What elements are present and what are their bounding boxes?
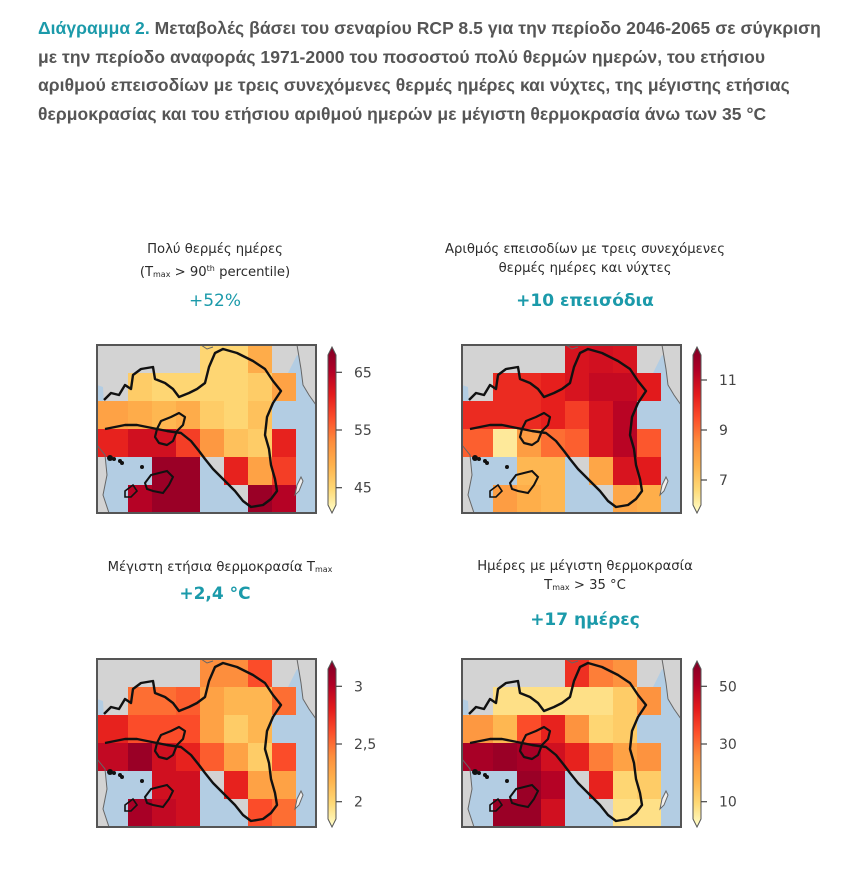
islet: [140, 465, 144, 469]
heatmap-cell: [493, 429, 517, 457]
heatmap-cell: [176, 799, 200, 827]
islet: [505, 779, 509, 783]
panel-4-title-line2: [440, 576, 730, 597]
panel-3-title: [85, 558, 355, 579]
heatmap-cell: [248, 799, 272, 827]
panel-2-title-line1: Αριθμός επεισοδίων με τρεις συνεχόμενες: [445, 242, 725, 257]
heatmap-cell: [224, 743, 248, 771]
colorbar-tick-label: 2: [354, 794, 363, 811]
heatmap-cell: [200, 715, 224, 743]
heatmap-cell: [589, 715, 613, 743]
heatmap-cell: [541, 715, 565, 743]
heatmap-cell: [224, 373, 248, 401]
map-hot-episodes: [462, 345, 752, 515]
heatmap-cell: [128, 743, 152, 771]
map-area: [462, 659, 681, 827]
colorbar-tick-label: 10: [719, 794, 737, 811]
heatmap-cell: [152, 485, 176, 513]
panel-4-delta: +17 ημέρες: [530, 610, 640, 630]
panel-4-title: [440, 557, 730, 597]
colorbar-tick-label: 30: [719, 737, 737, 753]
colorbar: [693, 347, 737, 513]
islet: [107, 769, 113, 775]
heatmap-cell: [128, 429, 152, 457]
heatmap-cell: [176, 401, 200, 429]
heatmap-cell: [200, 687, 224, 715]
panel-2-delta: +10 επεισόδια: [516, 291, 654, 311]
panel-1-title: [95, 240, 335, 284]
colorbar-bar: [328, 347, 336, 513]
colorbar-tick-label: 11: [719, 373, 737, 389]
title-text: T: [544, 578, 553, 593]
colorbar-bar: [693, 661, 701, 827]
heatmap-cell: [637, 429, 661, 457]
panel-3-title-line1: [85, 558, 355, 579]
heatmap-cell: [589, 743, 613, 771]
heatmap-cell: [637, 687, 661, 715]
title-text: > 35 °C: [569, 578, 626, 593]
colorbar-tick-label: 7: [719, 473, 728, 489]
heatmap-cell: [565, 401, 589, 429]
title-superscript: th: [206, 264, 215, 273]
heatmap-cell: [224, 715, 248, 743]
heatmap-cell: [200, 373, 224, 401]
title-subscript: max: [552, 583, 570, 592]
heatmap-cell: [613, 799, 637, 827]
map-area: [462, 345, 681, 513]
islet: [485, 461, 489, 465]
heatmap-cell: [517, 401, 541, 429]
panel-1-title-line1: Πολύ θερμές ημέρες: [147, 242, 283, 257]
heatmap-cell: [565, 715, 589, 743]
heatmap-cell: [541, 401, 565, 429]
heatmap-cell: [97, 743, 128, 771]
heatmap-cell: [272, 743, 296, 771]
islet: [472, 455, 478, 461]
heatmap-cell: [176, 715, 200, 743]
panel-4-title-line1: Ημέρες με μέγιστη θερμοκρασία: [477, 559, 693, 574]
heatmap-cell: [97, 429, 128, 457]
heatmap-cell: [589, 457, 613, 485]
colorbar-bar: [328, 661, 336, 827]
heatmap-cell: [200, 743, 224, 771]
heatmap-cell: [248, 687, 272, 715]
islet: [472, 769, 478, 775]
heatmap-cell: [589, 429, 613, 457]
heatmap-cell: [637, 373, 661, 401]
colorbar: [328, 661, 376, 827]
map-area: [97, 659, 316, 827]
panel-1-delta: +52%: [188, 291, 242, 311]
heatmap-cell: [272, 373, 296, 401]
title-text: > 90: [170, 265, 207, 280]
heatmap-cell: [565, 373, 589, 401]
heatmap-cell: [176, 485, 200, 513]
heatmap-cell: [224, 401, 248, 429]
colorbar: [328, 347, 372, 513]
colorbar-bar: [693, 347, 701, 513]
heatmap-cell: [248, 457, 272, 485]
islet: [120, 461, 124, 465]
heatmap-cell: [589, 401, 613, 429]
heatmap-cell: [517, 485, 541, 513]
heatmap-cell: [613, 373, 637, 401]
heatmap-cell: [224, 429, 248, 457]
colorbar-tick-label: 3: [354, 679, 363, 696]
heatmap-cell: [613, 771, 637, 799]
heatmap-cell: [493, 743, 517, 771]
heatmap-cell: [176, 771, 200, 799]
map-days-above-35: [462, 659, 752, 829]
heatmap-cell: [565, 429, 589, 457]
heatmap-cell: [462, 429, 493, 457]
islet: [140, 779, 144, 783]
heatmap-cell: [613, 457, 637, 485]
heatmap-cell: [637, 743, 661, 771]
heatmap-cell: [517, 715, 541, 743]
figure-caption: [38, 14, 828, 128]
islet: [477, 771, 481, 775]
heatmap-cell: [248, 485, 272, 513]
heatmap-cell: [152, 401, 176, 429]
heatmap-cell: [272, 687, 296, 715]
heatmap-cell: [224, 457, 248, 485]
heatmap-cell: [565, 743, 589, 771]
panel-3-delta: +2,4 °C: [179, 584, 251, 604]
heatmap-cell: [589, 373, 613, 401]
heatmap-cell: [462, 743, 493, 771]
heatmap-cell: [176, 457, 200, 485]
map-max-annual-temperature: [97, 659, 387, 829]
colorbar-tick-label: 2,5: [354, 737, 377, 753]
title-subscript: max: [153, 270, 171, 279]
heatmap-cell: [517, 799, 541, 827]
heatmap-cell: [224, 687, 248, 715]
title-text: (T: [139, 265, 154, 280]
caption-lead: Διάγραμμα 2.: [38, 18, 150, 38]
title-text: Μέγιστη ετήσια θερμοκρασία T: [107, 560, 315, 575]
heatmap-cell: [248, 373, 272, 401]
heatmap-cell: [200, 429, 224, 457]
heatmap-cell: [152, 715, 176, 743]
map-area: [97, 345, 316, 513]
panel-2-title: [430, 240, 740, 278]
colorbar-tick-label: 65: [354, 365, 372, 382]
heatmap-cell: [541, 485, 565, 513]
map-very-hot-days: [97, 345, 387, 515]
heatmap-cell: [200, 401, 224, 429]
heatmap-cell: [589, 771, 613, 799]
heatmap-cell: [224, 771, 248, 799]
islet: [120, 775, 124, 779]
islet: [485, 775, 489, 779]
heatmap-cell: [248, 771, 272, 799]
islet: [477, 457, 481, 461]
islet: [112, 457, 116, 461]
islet: [107, 455, 113, 461]
heatmap-cell: [541, 799, 565, 827]
heatmap-cell: [272, 429, 296, 457]
panel-1-title-line2: [95, 259, 335, 284]
colorbar-tick-label: 50: [719, 679, 737, 696]
colorbar-tick-label: 55: [354, 423, 372, 439]
colorbar-tick-label: 9: [719, 423, 728, 439]
heatmap-cell: [589, 687, 613, 715]
heatmap-cell: [565, 687, 589, 715]
heatmap-cell: [613, 687, 637, 715]
title-text: percentile): [214, 265, 291, 280]
islet: [112, 771, 116, 775]
colorbar: [693, 661, 737, 827]
heatmap-cell: [152, 799, 176, 827]
heatmap-cell: [613, 485, 637, 513]
heatmap-cell: [541, 457, 565, 485]
colorbar-tick-label: 45: [354, 480, 372, 497]
islet: [505, 465, 509, 469]
heatmap-cell: [541, 771, 565, 799]
caption-text: Μεταβολές βάσει του σεναρίου RCP 8.5 για την περίοδο 2046-2065 σε σύγκριση με την περίοδο αναφοράς 1971-2000 του ποσοστού πολύ θερμών ημερών, του ετήσιου αριθμού επεισοδίων με τρεις συνεχόμενες θερμές ημέρες και νύχτες, της μέγιστης ετήσιας θερμοκρασίας και του ετήσιου αριθμού ημερών με μέγιστη θερμοκρασία άνω των 35 °C: [38, 18, 821, 124]
title-subscript: max: [314, 565, 333, 574]
panel-2-title-line2: θερμές ημέρες και νύχτες: [498, 261, 672, 276]
